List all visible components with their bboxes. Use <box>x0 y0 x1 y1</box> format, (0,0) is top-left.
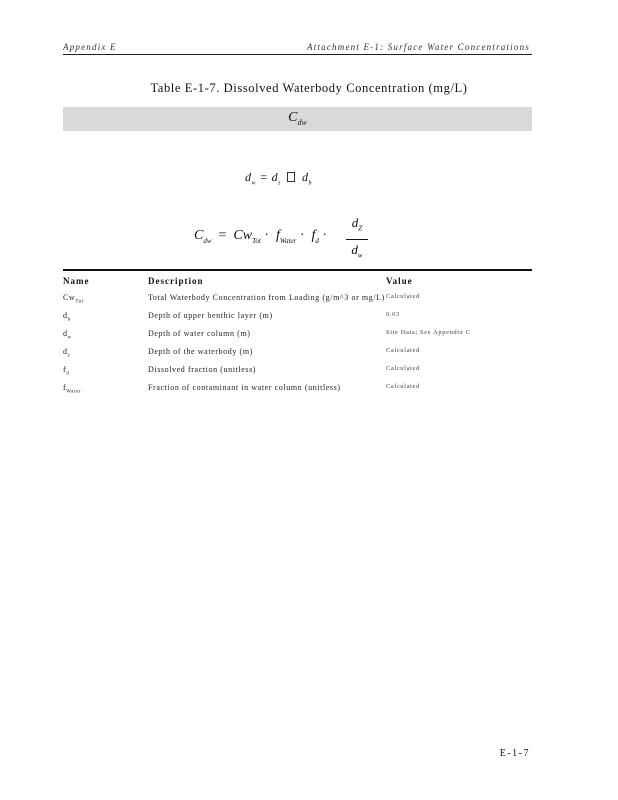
symbol-band <box>63 107 532 131</box>
row-description: Depth of upper benthic layer (m) <box>148 311 273 320</box>
row-value: Calculated <box>386 293 420 300</box>
table-row <box>63 293 532 311</box>
header-right: Attachment E-1: Surface Water Concentrations <box>307 42 530 52</box>
table-header-row <box>63 275 532 293</box>
row-name: $f_d$ <box>63 365 70 377</box>
table-title: Table E-1-7. Dissolved Waterbody Concentration (mg/L) <box>150 81 468 95</box>
row-description: Fraction of contaminant in water column (unitless) <box>148 383 341 392</box>
row-description: Depth of the waterbody (m) <box>148 347 253 356</box>
row-description: Total Waterbody Concentration from Loading (g/m^3 or mg/L) <box>148 293 385 302</box>
header-name: Name <box>63 276 90 286</box>
header-description: Description <box>148 276 204 286</box>
row-name: $Cw_{Tot}$ <box>63 293 84 305</box>
row-name: $d_z$ <box>63 347 71 359</box>
header-rule <box>63 54 532 55</box>
row-value: Calculated <box>386 365 420 372</box>
table-row <box>63 347 532 365</box>
page-number: E-1-7 <box>499 748 530 759</box>
row-value: 0.03 <box>386 311 400 318</box>
header-value: Value <box>386 276 413 286</box>
table-row <box>63 365 532 383</box>
row-name: $f_{Water}$ <box>63 383 82 395</box>
table-row <box>63 383 532 401</box>
band-symbol: $C_{dw}$ <box>288 110 307 127</box>
row-description: Dissolved fraction (unitless) <box>148 365 257 374</box>
row-value: Calculated <box>386 347 420 354</box>
depth-ratio-fraction: $d_Z$ $d_w$ <box>346 215 368 263</box>
table-row <box>63 311 532 329</box>
row-name: $d_w$ <box>63 329 72 341</box>
header-left: Appendix E <box>63 42 117 52</box>
missing-glyph-box <box>287 172 295 182</box>
row-name: $d_b$ <box>63 311 71 323</box>
row-value: Site Data; See Appendix C <box>386 329 471 336</box>
row-value: Calculated <box>386 383 420 390</box>
parameter-table <box>63 275 532 401</box>
table-top-rule <box>63 269 532 271</box>
table-row <box>63 329 532 347</box>
depth-equation: $d_w = d_z$ $d_b$ <box>245 170 312 187</box>
row-description: Depth of water column (m) <box>148 329 251 338</box>
